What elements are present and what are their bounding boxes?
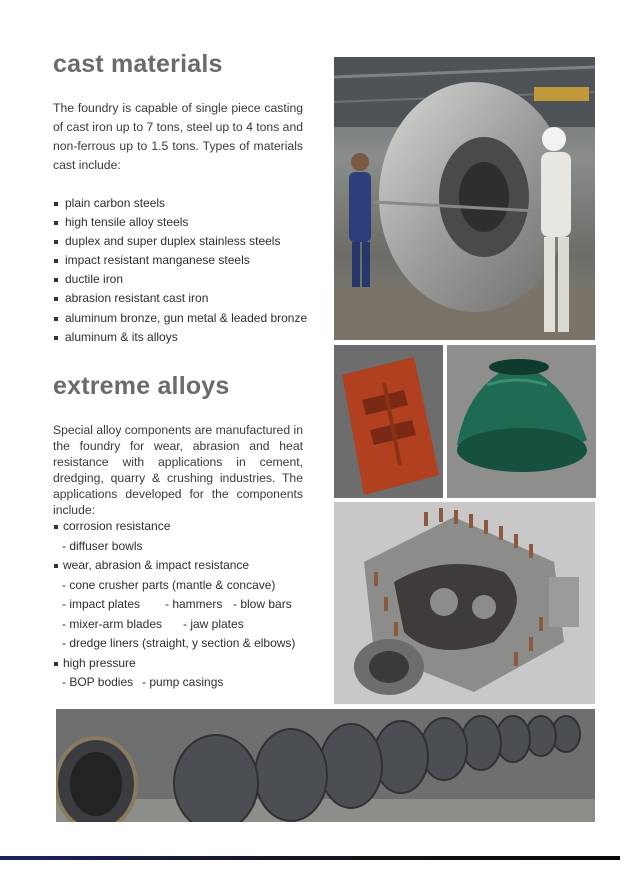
list-item: impact resistant manganese steels bbox=[53, 251, 307, 270]
list-item: high tensile alloy steels bbox=[53, 213, 307, 232]
application-sub-item: - dredge liners (straight, y section & elbows) bbox=[62, 636, 296, 650]
cast-materials-paragraph: The foundry is capable of single piece casting of cast iron up to 7 tons, steel up to 4 tons and non-ferrous up to 1.5 tons. Types of materials cast include: bbox=[53, 101, 304, 172]
list-item: plain carbon steels bbox=[53, 194, 307, 213]
application-sub-item: - mixer-arm blades - jaw plates bbox=[62, 616, 244, 631]
pipes-photo bbox=[56, 709, 595, 822]
cast-materials-heading: cast materials bbox=[53, 50, 223, 78]
application-group-title: wear, abrasion & impact resistance bbox=[53, 556, 295, 576]
foundry-workers-photo bbox=[334, 57, 595, 340]
application-sub-item: - impact plates - hammers - blow bars bbox=[62, 597, 292, 611]
pump-casing-photo bbox=[334, 502, 595, 704]
list-item: aluminum bronze, gun metal & leaded bronze bbox=[53, 309, 307, 328]
applications-list bbox=[53, 517, 295, 693]
cast-materials-list bbox=[53, 194, 307, 347]
wear-plate-photo bbox=[334, 345, 443, 498]
application-sub-item: - diffuser bowls bbox=[62, 538, 143, 553]
list-item: abrasion resistant cast iron bbox=[53, 289, 307, 308]
application-group-title: high pressure bbox=[53, 654, 295, 674]
list-item: ductile iron bbox=[53, 270, 307, 289]
list-item: duplex and super duplex stainless steels bbox=[53, 232, 307, 251]
extreme-alloys-paragraph: Special alloy components are manufactured in the foundry for wear, abrasion and heat resistance with applications in cement, dredging, quarry & crushing industries. The applications developed for the components include: bbox=[53, 423, 303, 517]
extreme-alloys-heading: extreme alloys bbox=[53, 372, 230, 400]
application-group-title: corrosion resistance bbox=[53, 517, 295, 537]
list-item: aluminum & its alloys bbox=[53, 328, 307, 347]
cone-mantle-photo bbox=[447, 345, 596, 498]
bottom-rule bbox=[0, 856, 620, 860]
application-sub-item: - BOP bodies - pump casings bbox=[62, 675, 224, 689]
application-sub-item: - cone crusher parts (mantle & concave) bbox=[62, 577, 276, 592]
